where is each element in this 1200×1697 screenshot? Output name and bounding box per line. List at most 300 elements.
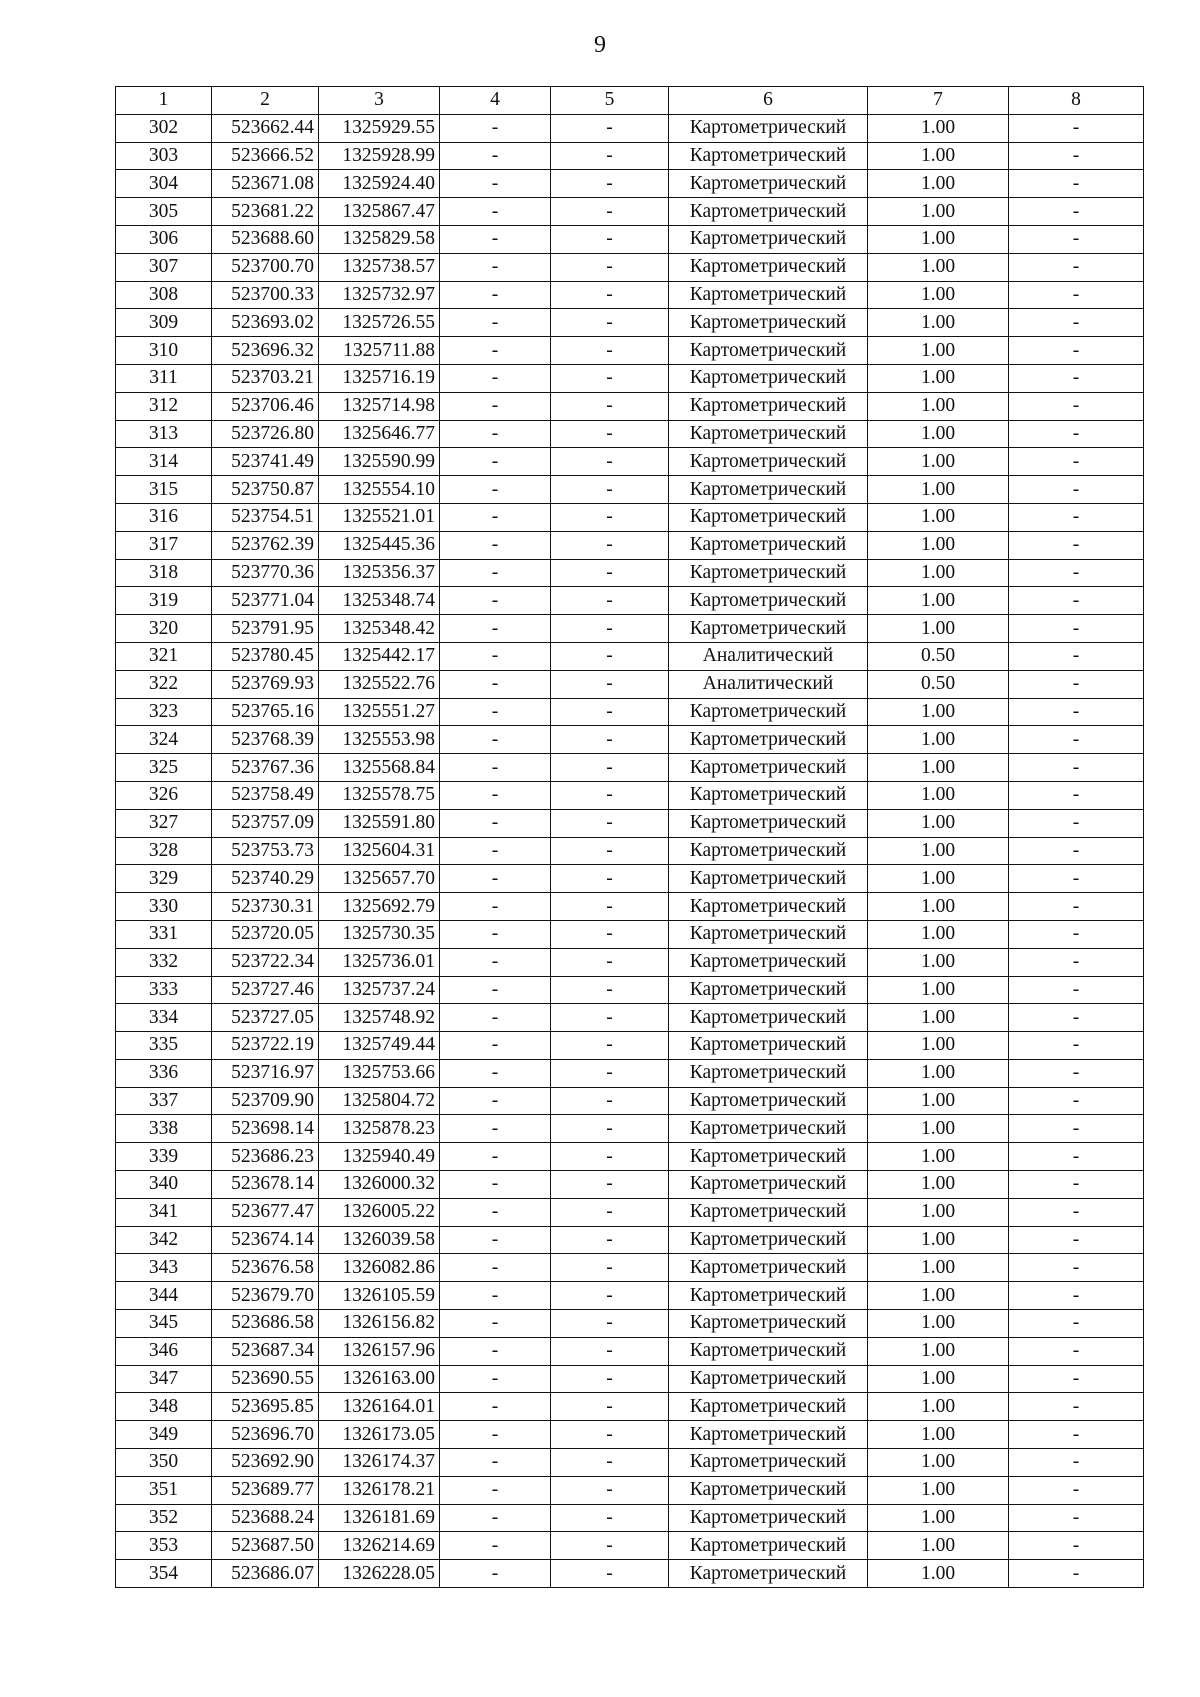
column-8-cell: - <box>1009 781 1144 809</box>
y-coordinate-cell: 1325711.88 <box>319 337 440 365</box>
table-row <box>116 559 1144 587</box>
column-5-cell: - <box>551 1504 669 1532</box>
accuracy-cell: 1.00 <box>868 1532 1009 1560</box>
accuracy-cell: 1.00 <box>868 1393 1009 1421</box>
column-5-cell: - <box>551 1532 669 1560</box>
accuracy-cell: 1.00 <box>868 364 1009 392</box>
point-number-cell: 306 <box>116 225 212 253</box>
column-4-cell: - <box>440 1560 551 1588</box>
y-coordinate-cell: 1325924.40 <box>319 170 440 198</box>
method-cell: Картометрический <box>669 1421 868 1449</box>
point-number-cell: 348 <box>116 1393 212 1421</box>
accuracy-cell: 1.00 <box>868 809 1009 837</box>
coordinates-table <box>115 86 1144 1588</box>
point-number-cell: 319 <box>116 587 212 615</box>
x-coordinate-cell: 523771.04 <box>212 587 319 615</box>
accuracy-cell: 1.00 <box>868 225 1009 253</box>
table-row <box>116 392 1144 420</box>
method-cell: Картометрический <box>669 948 868 976</box>
y-coordinate-cell: 1325568.84 <box>319 754 440 782</box>
point-number-cell: 343 <box>116 1254 212 1282</box>
column-5-cell: - <box>551 1560 669 1588</box>
column-5-cell: - <box>551 1004 669 1032</box>
y-coordinate-cell: 1325356.37 <box>319 559 440 587</box>
y-coordinate-cell: 1325867.47 <box>319 198 440 226</box>
method-cell: Картометрический <box>669 531 868 559</box>
column-4-cell: - <box>440 503 551 531</box>
y-coordinate-cell: 1325730.35 <box>319 920 440 948</box>
point-number-cell: 346 <box>116 1337 212 1365</box>
table-row <box>116 865 1144 893</box>
table-row <box>116 1476 1144 1504</box>
column-8-cell: - <box>1009 476 1144 504</box>
column-8-cell: - <box>1009 448 1144 476</box>
method-cell: Картометрический <box>669 865 868 893</box>
y-coordinate-cell: 1325348.74 <box>319 587 440 615</box>
column-5-cell: - <box>551 670 669 698</box>
x-coordinate-cell: 523696.32 <box>212 337 319 365</box>
y-coordinate-cell: 1325551.27 <box>319 698 440 726</box>
column-8-cell: - <box>1009 531 1144 559</box>
column-4-cell: - <box>440 1059 551 1087</box>
x-coordinate-cell: 523695.85 <box>212 1393 319 1421</box>
column-4-cell: - <box>440 392 551 420</box>
column-5-cell: - <box>551 1476 669 1504</box>
column-5-cell: - <box>551 170 669 198</box>
method-cell: Картометрический <box>669 1004 868 1032</box>
x-coordinate-cell: 523671.08 <box>212 170 319 198</box>
point-number-cell: 310 <box>116 337 212 365</box>
method-cell: Картометрический <box>669 920 868 948</box>
table-row <box>116 837 1144 865</box>
table-header-row <box>116 87 1144 115</box>
column-5-cell: - <box>551 781 669 809</box>
x-coordinate-cell: 523690.55 <box>212 1365 319 1393</box>
point-number-cell: 324 <box>116 726 212 754</box>
column-4-cell: - <box>440 754 551 782</box>
accuracy-cell: 1.00 <box>868 976 1009 1004</box>
column-4-cell: - <box>440 170 551 198</box>
y-coordinate-cell: 1325736.01 <box>319 948 440 976</box>
table-row <box>116 198 1144 226</box>
y-coordinate-cell: 1325604.31 <box>319 837 440 865</box>
point-number-cell: 318 <box>116 559 212 587</box>
point-number-cell: 308 <box>116 281 212 309</box>
accuracy-cell: 1.00 <box>868 1115 1009 1143</box>
point-number-cell: 329 <box>116 865 212 893</box>
y-coordinate-cell: 1326173.05 <box>319 1421 440 1449</box>
column-5-cell: - <box>551 615 669 643</box>
y-coordinate-cell: 1325737.24 <box>319 976 440 1004</box>
column-4-cell: - <box>440 1171 551 1199</box>
y-coordinate-cell: 1326157.96 <box>319 1337 440 1365</box>
point-number-cell: 315 <box>116 476 212 504</box>
method-cell: Картометрический <box>669 1087 868 1115</box>
point-number-cell: 332 <box>116 948 212 976</box>
y-coordinate-cell: 1325646.77 <box>319 420 440 448</box>
column-4-cell: - <box>440 142 551 170</box>
column-5-cell: - <box>551 253 669 281</box>
column-8-cell: - <box>1009 976 1144 1004</box>
column-5-cell: - <box>551 837 669 865</box>
x-coordinate-cell: 523687.50 <box>212 1532 319 1560</box>
column-header-3: 3 <box>319 87 440 115</box>
y-coordinate-cell: 1325748.92 <box>319 1004 440 1032</box>
accuracy-cell: 1.00 <box>868 1282 1009 1310</box>
point-number-cell: 353 <box>116 1532 212 1560</box>
column-4-cell: - <box>440 1226 551 1254</box>
x-coordinate-cell: 523791.95 <box>212 615 319 643</box>
column-4-cell: - <box>440 281 551 309</box>
point-number-cell: 316 <box>116 503 212 531</box>
column-4-cell: - <box>440 642 551 670</box>
column-5-cell: - <box>551 893 669 921</box>
method-cell: Аналитический <box>669 670 868 698</box>
column-8-cell: - <box>1009 225 1144 253</box>
column-5-cell: - <box>551 1393 669 1421</box>
x-coordinate-cell: 523727.46 <box>212 976 319 1004</box>
point-number-cell: 309 <box>116 309 212 337</box>
column-4-cell: - <box>440 1254 551 1282</box>
column-4-cell: - <box>440 1365 551 1393</box>
column-4-cell: - <box>440 809 551 837</box>
method-cell: Картометрический <box>669 337 868 365</box>
y-coordinate-cell: 1325522.76 <box>319 670 440 698</box>
column-4-cell: - <box>440 1449 551 1477</box>
y-coordinate-cell: 1325553.98 <box>319 726 440 754</box>
y-coordinate-cell: 1326164.01 <box>319 1393 440 1421</box>
y-coordinate-cell: 1325940.49 <box>319 1143 440 1171</box>
method-cell: Картометрический <box>669 587 868 615</box>
point-number-cell: 302 <box>116 114 212 142</box>
column-5-cell: - <box>551 337 669 365</box>
point-number-cell: 303 <box>116 142 212 170</box>
accuracy-cell: 1.00 <box>868 337 1009 365</box>
point-number-cell: 344 <box>116 1282 212 1310</box>
column-8-cell: - <box>1009 114 1144 142</box>
column-4-cell: - <box>440 1532 551 1560</box>
method-cell: Картометрический <box>669 170 868 198</box>
y-coordinate-cell: 1325753.66 <box>319 1059 440 1087</box>
point-number-cell: 342 <box>116 1226 212 1254</box>
table-row <box>116 781 1144 809</box>
point-number-cell: 340 <box>116 1171 212 1199</box>
column-8-cell: - <box>1009 754 1144 782</box>
method-cell: Картометрический <box>669 253 868 281</box>
accuracy-cell: 1.00 <box>868 1198 1009 1226</box>
table-row <box>116 1087 1144 1115</box>
x-coordinate-cell: 523662.44 <box>212 114 319 142</box>
accuracy-cell: 1.00 <box>868 448 1009 476</box>
table-row <box>116 364 1144 392</box>
x-coordinate-cell: 523716.97 <box>212 1059 319 1087</box>
point-number-cell: 349 <box>116 1421 212 1449</box>
x-coordinate-cell: 523698.14 <box>212 1115 319 1143</box>
column-4-cell: - <box>440 531 551 559</box>
y-coordinate-cell: 1325928.99 <box>319 142 440 170</box>
x-coordinate-cell: 523692.90 <box>212 1449 319 1477</box>
column-4-cell: - <box>440 1337 551 1365</box>
column-8-cell: - <box>1009 170 1144 198</box>
x-coordinate-cell: 523700.70 <box>212 253 319 281</box>
page-number: 9 <box>594 32 606 58</box>
x-coordinate-cell: 523720.05 <box>212 920 319 948</box>
accuracy-cell: 1.00 <box>868 142 1009 170</box>
y-coordinate-cell: 1325732.97 <box>319 281 440 309</box>
y-coordinate-cell: 1325578.75 <box>319 781 440 809</box>
column-8-cell: - <box>1009 337 1144 365</box>
column-8-cell: - <box>1009 698 1144 726</box>
method-cell: Картометрический <box>669 1310 868 1338</box>
x-coordinate-cell: 523762.39 <box>212 531 319 559</box>
column-5-cell: - <box>551 698 669 726</box>
method-cell: Картометрический <box>669 1282 868 1310</box>
x-coordinate-cell: 523768.39 <box>212 726 319 754</box>
column-4-cell: - <box>440 948 551 976</box>
method-cell: Картометрический <box>669 1226 868 1254</box>
column-5-cell: - <box>551 754 669 782</box>
column-8-cell: - <box>1009 309 1144 337</box>
method-cell: Картометрический <box>669 559 868 587</box>
column-8-cell: - <box>1009 253 1144 281</box>
x-coordinate-cell: 523765.16 <box>212 698 319 726</box>
method-cell: Картометрический <box>669 1365 868 1393</box>
table-row <box>116 1560 1144 1588</box>
y-coordinate-cell: 1326181.69 <box>319 1504 440 1532</box>
column-5-cell: - <box>551 1282 669 1310</box>
point-number-cell: 305 <box>116 198 212 226</box>
accuracy-cell: 1.00 <box>868 559 1009 587</box>
point-number-cell: 352 <box>116 1504 212 1532</box>
accuracy-cell: 1.00 <box>868 1171 1009 1199</box>
column-8-cell: - <box>1009 893 1144 921</box>
x-coordinate-cell: 523754.51 <box>212 503 319 531</box>
accuracy-cell: 1.00 <box>868 1059 1009 1087</box>
column-4-cell: - <box>440 114 551 142</box>
point-number-cell: 337 <box>116 1087 212 1115</box>
x-coordinate-cell: 523688.60 <box>212 225 319 253</box>
accuracy-cell: 1.00 <box>868 754 1009 782</box>
column-5-cell: - <box>551 587 669 615</box>
accuracy-cell: 1.00 <box>868 615 1009 643</box>
column-4-cell: - <box>440 476 551 504</box>
accuracy-cell: 1.00 <box>868 1476 1009 1504</box>
y-coordinate-cell: 1325714.98 <box>319 392 440 420</box>
column-4-cell: - <box>440 253 551 281</box>
accuracy-cell: 1.00 <box>868 503 1009 531</box>
column-4-cell: - <box>440 1087 551 1115</box>
column-4-cell: - <box>440 698 551 726</box>
accuracy-cell: 1.00 <box>868 281 1009 309</box>
point-number-cell: 339 <box>116 1143 212 1171</box>
method-cell: Картометрический <box>669 1115 868 1143</box>
column-4-cell: - <box>440 1032 551 1060</box>
method-cell: Картометрический <box>669 142 868 170</box>
method-cell: Картометрический <box>669 114 868 142</box>
method-cell: Картометрический <box>669 309 868 337</box>
column-5-cell: - <box>551 420 669 448</box>
accuracy-cell: 1.00 <box>868 1560 1009 1588</box>
column-5-cell: - <box>551 503 669 531</box>
point-number-cell: 345 <box>116 1310 212 1338</box>
point-number-cell: 354 <box>116 1560 212 1588</box>
column-header-8: 8 <box>1009 87 1144 115</box>
column-4-cell: - <box>440 837 551 865</box>
column-4-cell: - <box>440 1421 551 1449</box>
column-4-cell: - <box>440 1310 551 1338</box>
x-coordinate-cell: 523666.52 <box>212 142 319 170</box>
y-coordinate-cell: 1326082.86 <box>319 1254 440 1282</box>
column-4-cell: - <box>440 198 551 226</box>
column-4-cell: - <box>440 337 551 365</box>
y-coordinate-cell: 1325929.55 <box>319 114 440 142</box>
method-cell: Картометрический <box>669 726 868 754</box>
table-row <box>116 225 1144 253</box>
point-number-cell: 311 <box>116 364 212 392</box>
method-cell: Картометрический <box>669 615 868 643</box>
column-5-cell: - <box>551 448 669 476</box>
table-row <box>116 754 1144 782</box>
accuracy-cell: 1.00 <box>868 781 1009 809</box>
x-coordinate-cell: 523722.19 <box>212 1032 319 1060</box>
x-coordinate-cell: 523726.80 <box>212 420 319 448</box>
method-cell: Картометрический <box>669 698 868 726</box>
table-row <box>116 531 1144 559</box>
table-row <box>116 1449 1144 1477</box>
point-number-cell: 347 <box>116 1365 212 1393</box>
column-4-cell: - <box>440 615 551 643</box>
accuracy-cell: 1.00 <box>868 1004 1009 1032</box>
method-cell: Картометрический <box>669 1449 868 1477</box>
x-coordinate-cell: 523757.09 <box>212 809 319 837</box>
column-8-cell: - <box>1009 1393 1144 1421</box>
accuracy-cell: 1.00 <box>868 1421 1009 1449</box>
method-cell: Картометрический <box>669 893 868 921</box>
method-cell: Аналитический <box>669 642 868 670</box>
column-8-cell: - <box>1009 420 1144 448</box>
column-8-cell: - <box>1009 1310 1144 1338</box>
column-5-cell: - <box>551 1087 669 1115</box>
column-8-cell: - <box>1009 1365 1144 1393</box>
method-cell: Картометрический <box>669 754 868 782</box>
column-5-cell: - <box>551 1032 669 1060</box>
point-number-cell: 313 <box>116 420 212 448</box>
x-coordinate-cell: 523767.36 <box>212 754 319 782</box>
column-4-cell: - <box>440 309 551 337</box>
method-cell: Картометрический <box>669 1032 868 1060</box>
accuracy-cell: 1.00 <box>868 865 1009 893</box>
column-5-cell: - <box>551 1059 669 1087</box>
column-4-cell: - <box>440 1004 551 1032</box>
table-row <box>116 1032 1144 1060</box>
point-number-cell: 331 <box>116 920 212 948</box>
x-coordinate-cell: 523750.87 <box>212 476 319 504</box>
accuracy-cell: 1.00 <box>868 392 1009 420</box>
accuracy-cell: 1.00 <box>868 726 1009 754</box>
column-5-cell: - <box>551 920 669 948</box>
table-row <box>116 1115 1144 1143</box>
x-coordinate-cell: 523769.93 <box>212 670 319 698</box>
column-5-cell: - <box>551 559 669 587</box>
y-coordinate-cell: 1326163.00 <box>319 1365 440 1393</box>
accuracy-cell: 1.00 <box>868 1032 1009 1060</box>
column-4-cell: - <box>440 448 551 476</box>
column-header-7: 7 <box>868 87 1009 115</box>
accuracy-cell: 1.00 <box>868 114 1009 142</box>
table-body <box>116 114 1144 1587</box>
column-5-cell: - <box>551 198 669 226</box>
y-coordinate-cell: 1326156.82 <box>319 1310 440 1338</box>
column-4-cell: - <box>440 559 551 587</box>
column-4-cell: - <box>440 420 551 448</box>
column-5-cell: - <box>551 1171 669 1199</box>
column-header-2: 2 <box>212 87 319 115</box>
table-row <box>116 1254 1144 1282</box>
column-5-cell: - <box>551 281 669 309</box>
x-coordinate-cell: 523758.49 <box>212 781 319 809</box>
x-coordinate-cell: 523688.24 <box>212 1504 319 1532</box>
y-coordinate-cell: 1325804.72 <box>319 1087 440 1115</box>
table-row <box>116 281 1144 309</box>
y-coordinate-cell: 1325878.23 <box>319 1115 440 1143</box>
column-8-cell: - <box>1009 1532 1144 1560</box>
column-4-cell: - <box>440 976 551 1004</box>
method-cell: Картометрический <box>669 781 868 809</box>
x-coordinate-cell: 523679.70 <box>212 1282 319 1310</box>
column-8-cell: - <box>1009 670 1144 698</box>
y-coordinate-cell: 1325738.57 <box>319 253 440 281</box>
column-5-cell: - <box>551 1449 669 1477</box>
column-5-cell: - <box>551 642 669 670</box>
column-5-cell: - <box>551 976 669 1004</box>
point-number-cell: 341 <box>116 1198 212 1226</box>
table-row <box>116 170 1144 198</box>
column-8-cell: - <box>1009 1504 1144 1532</box>
point-number-cell: 350 <box>116 1449 212 1477</box>
x-coordinate-cell: 523753.73 <box>212 837 319 865</box>
table-row <box>116 1226 1144 1254</box>
column-5-cell: - <box>551 726 669 754</box>
x-coordinate-cell: 523693.02 <box>212 309 319 337</box>
y-coordinate-cell: 1326214.69 <box>319 1532 440 1560</box>
y-coordinate-cell: 1325590.99 <box>319 448 440 476</box>
column-4-cell: - <box>440 781 551 809</box>
column-8-cell: - <box>1009 1059 1144 1087</box>
point-number-cell: 323 <box>116 698 212 726</box>
accuracy-cell: 0.50 <box>868 670 1009 698</box>
x-coordinate-cell: 523730.31 <box>212 893 319 921</box>
column-8-cell: - <box>1009 559 1144 587</box>
column-5-cell: - <box>551 948 669 976</box>
column-header-1: 1 <box>116 87 212 115</box>
point-number-cell: 333 <box>116 976 212 1004</box>
accuracy-cell: 0.50 <box>868 642 1009 670</box>
table-row <box>116 809 1144 837</box>
accuracy-cell: 1.00 <box>868 1254 1009 1282</box>
y-coordinate-cell: 1325521.01 <box>319 503 440 531</box>
x-coordinate-cell: 523686.07 <box>212 1560 319 1588</box>
method-cell: Картометрический <box>669 1171 868 1199</box>
column-5-cell: - <box>551 114 669 142</box>
column-8-cell: - <box>1009 1004 1144 1032</box>
x-coordinate-cell: 523696.70 <box>212 1421 319 1449</box>
column-5-cell: - <box>551 1421 669 1449</box>
y-coordinate-cell: 1326228.05 <box>319 1560 440 1588</box>
accuracy-cell: 1.00 <box>868 1504 1009 1532</box>
x-coordinate-cell: 523689.77 <box>212 1476 319 1504</box>
table-row <box>116 476 1144 504</box>
method-cell: Картометрический <box>669 837 868 865</box>
